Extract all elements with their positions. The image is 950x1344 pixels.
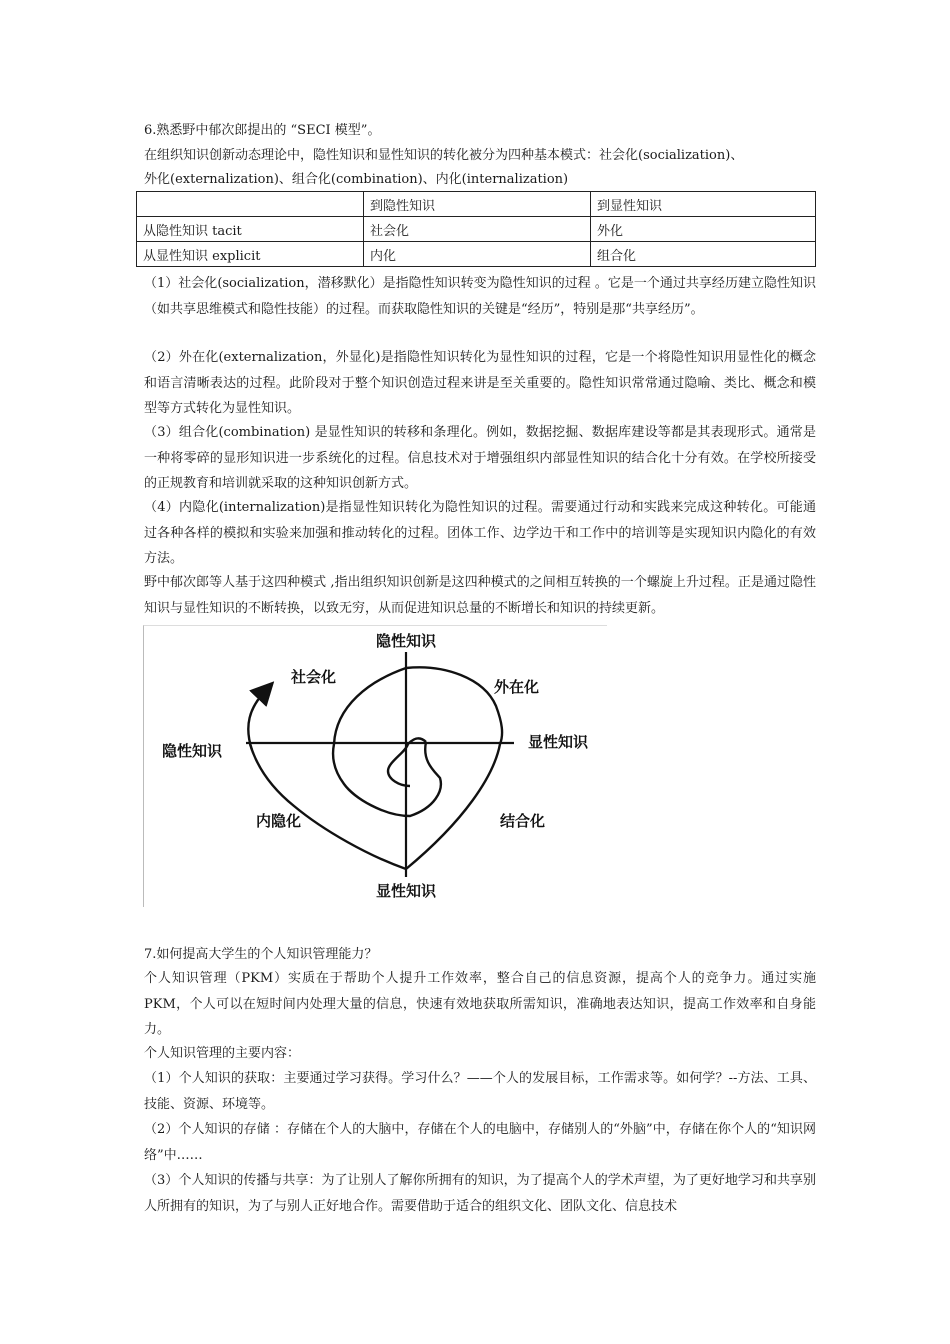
- socialization-paragraph: （1）社会化(socialization，潜移默化）是指隐性知识转变为隐性知识的过程 。它是一个通过共享经历建立隐性知识（如共享思维模式和隐性技能）的过程。而获取隐性知识的关键是“经历”，特别是那“共享经历”。: [144, 276, 816, 317]
- table-row: [137, 217, 816, 242]
- combination-paragraph: （3）组合化(combination) 是显性知识的转移和条理化。例如，数据挖掘、数据库建设等都是其表现形式。通常是一种将零碎的显形知识进一步系统化的过程。信息技术对于增强组织内部显性知识的结合化十分有效。在学校所接受的正规教育和培训就采取的这种知识创新方式。: [144, 425, 816, 491]
- pkm-item-acquisition: （1）个人知识的获取：主要通过学习获得。学习什么？——个人的发展目标，工作需求等。如何学？--方法、工具、技能、资源、环境等。: [144, 1071, 816, 1112]
- section-6-heading: 6.熟悉野中郁次郎提出的 “SECI 模型”。: [144, 123, 381, 138]
- pkm-content-heading: 个人知识管理的主要内容：: [144, 1046, 301, 1061]
- table-cell: 内化: [364, 242, 591, 267]
- section-6-intro-line1: 在组织知识创新动态理论中，隐性知识和显性知识的转化被分为四种基本模式：社会化(socialization)、: [144, 148, 744, 163]
- table-cell: 到显性知识: [591, 192, 816, 217]
- externalization-label: 外在化: [494, 678, 540, 696]
- right-axis-label: 显性知识: [528, 733, 589, 751]
- internalization-paragraph: （4）内隐化(internalization)是指显性知识转化为隐性知识的过程。需要通过行动和实践来完成这种转化。可能通过各种各样的模拟和实验来加强和推动转化的过程。团体工作、边学边干和工作中的培训等是实现知识内隐化的有效方法。: [144, 500, 816, 566]
- pkm-item-sharing: （3）个人知识的传播与共享：为了让别人了解你所拥有的知识，为了提高个人的学术声望，为了更好地学习和共享别人所拥有的知识，为了与别人正好地合作。需要借助于适合的组织文化、团队文化、信息技术: [144, 1173, 816, 1214]
- table-cell: 从隐性知识 tacit: [137, 217, 364, 242]
- seci-spiral-figure: [143, 625, 607, 907]
- table-cell: 组合化: [591, 242, 816, 267]
- spiral-arrow: [248, 690, 266, 750]
- externalization-paragraph: （2）外在化(externalization，外显化)是指隐性知识转化为显性知识的过程，它是一个将隐性知识用显性化的概念和语言清晰表达的过程。此阶段对于整个知识创造过程来讲是至关重要的。隐性知识常常通过隐喻、类比、概念和模型等方式转化为显性知识。: [144, 350, 816, 416]
- table-cell: 外化: [591, 217, 816, 242]
- combination-label: 结合化: [500, 812, 546, 830]
- socialization-label: 社会化: [291, 668, 337, 686]
- section-7-heading: 7.如何提高大学生的个人知识管理能力？: [144, 947, 378, 962]
- top-axis-label: 隐性知识: [375, 632, 437, 650]
- section-6-intro-line2: 外化(externalization)、组合化(combination)、内化(internalization): [144, 172, 569, 187]
- spiral-curve: [250, 667, 502, 869]
- table-cell: 到隐性知识: [364, 192, 591, 217]
- bottom-axis-label: 显性知识: [375, 882, 437, 900]
- table-header-row: [137, 192, 816, 217]
- table-cell: 从显性知识 explicit: [137, 242, 364, 267]
- seci-table: [136, 191, 816, 267]
- pkm-item-storage: （2）个人知识的存储 ：存储在个人的大脑中，存储在个人的电脑中，存储别人的“外脑”中，存储在你个人的“知识网络”中……: [144, 1122, 816, 1163]
- left-axis-label: 隐性知识: [162, 742, 223, 760]
- table-row: [137, 242, 816, 267]
- internalization-label: 内隐化: [256, 812, 302, 830]
- spiral-summary-paragraph: 野中郁次郎等人基于这四种模式 ,指出组织知识创新是这四种模式的之间相互转换的一个螺旋上升过程。正是通过隐性知识与显性知识的不断转换，以致无穷，从而促进知识总量的不断增长和知识的持续更新。: [144, 575, 816, 616]
- table-cell: [137, 192, 364, 217]
- seci-spiral-diagram: [144, 626, 607, 907]
- pkm-intro-paragraph: 个人知识管理（PKM）实质在于帮助个人提升工作效率，整合自己的信息资源，提高个人的竞争力。通过实施 PKM，个人可以在短时间内处理大量的信息，快速有效地获取所需知识，准确地表达知识，提高工作效率和自身能力。: [144, 971, 816, 1037]
- table-cell: 社会化: [364, 217, 591, 242]
